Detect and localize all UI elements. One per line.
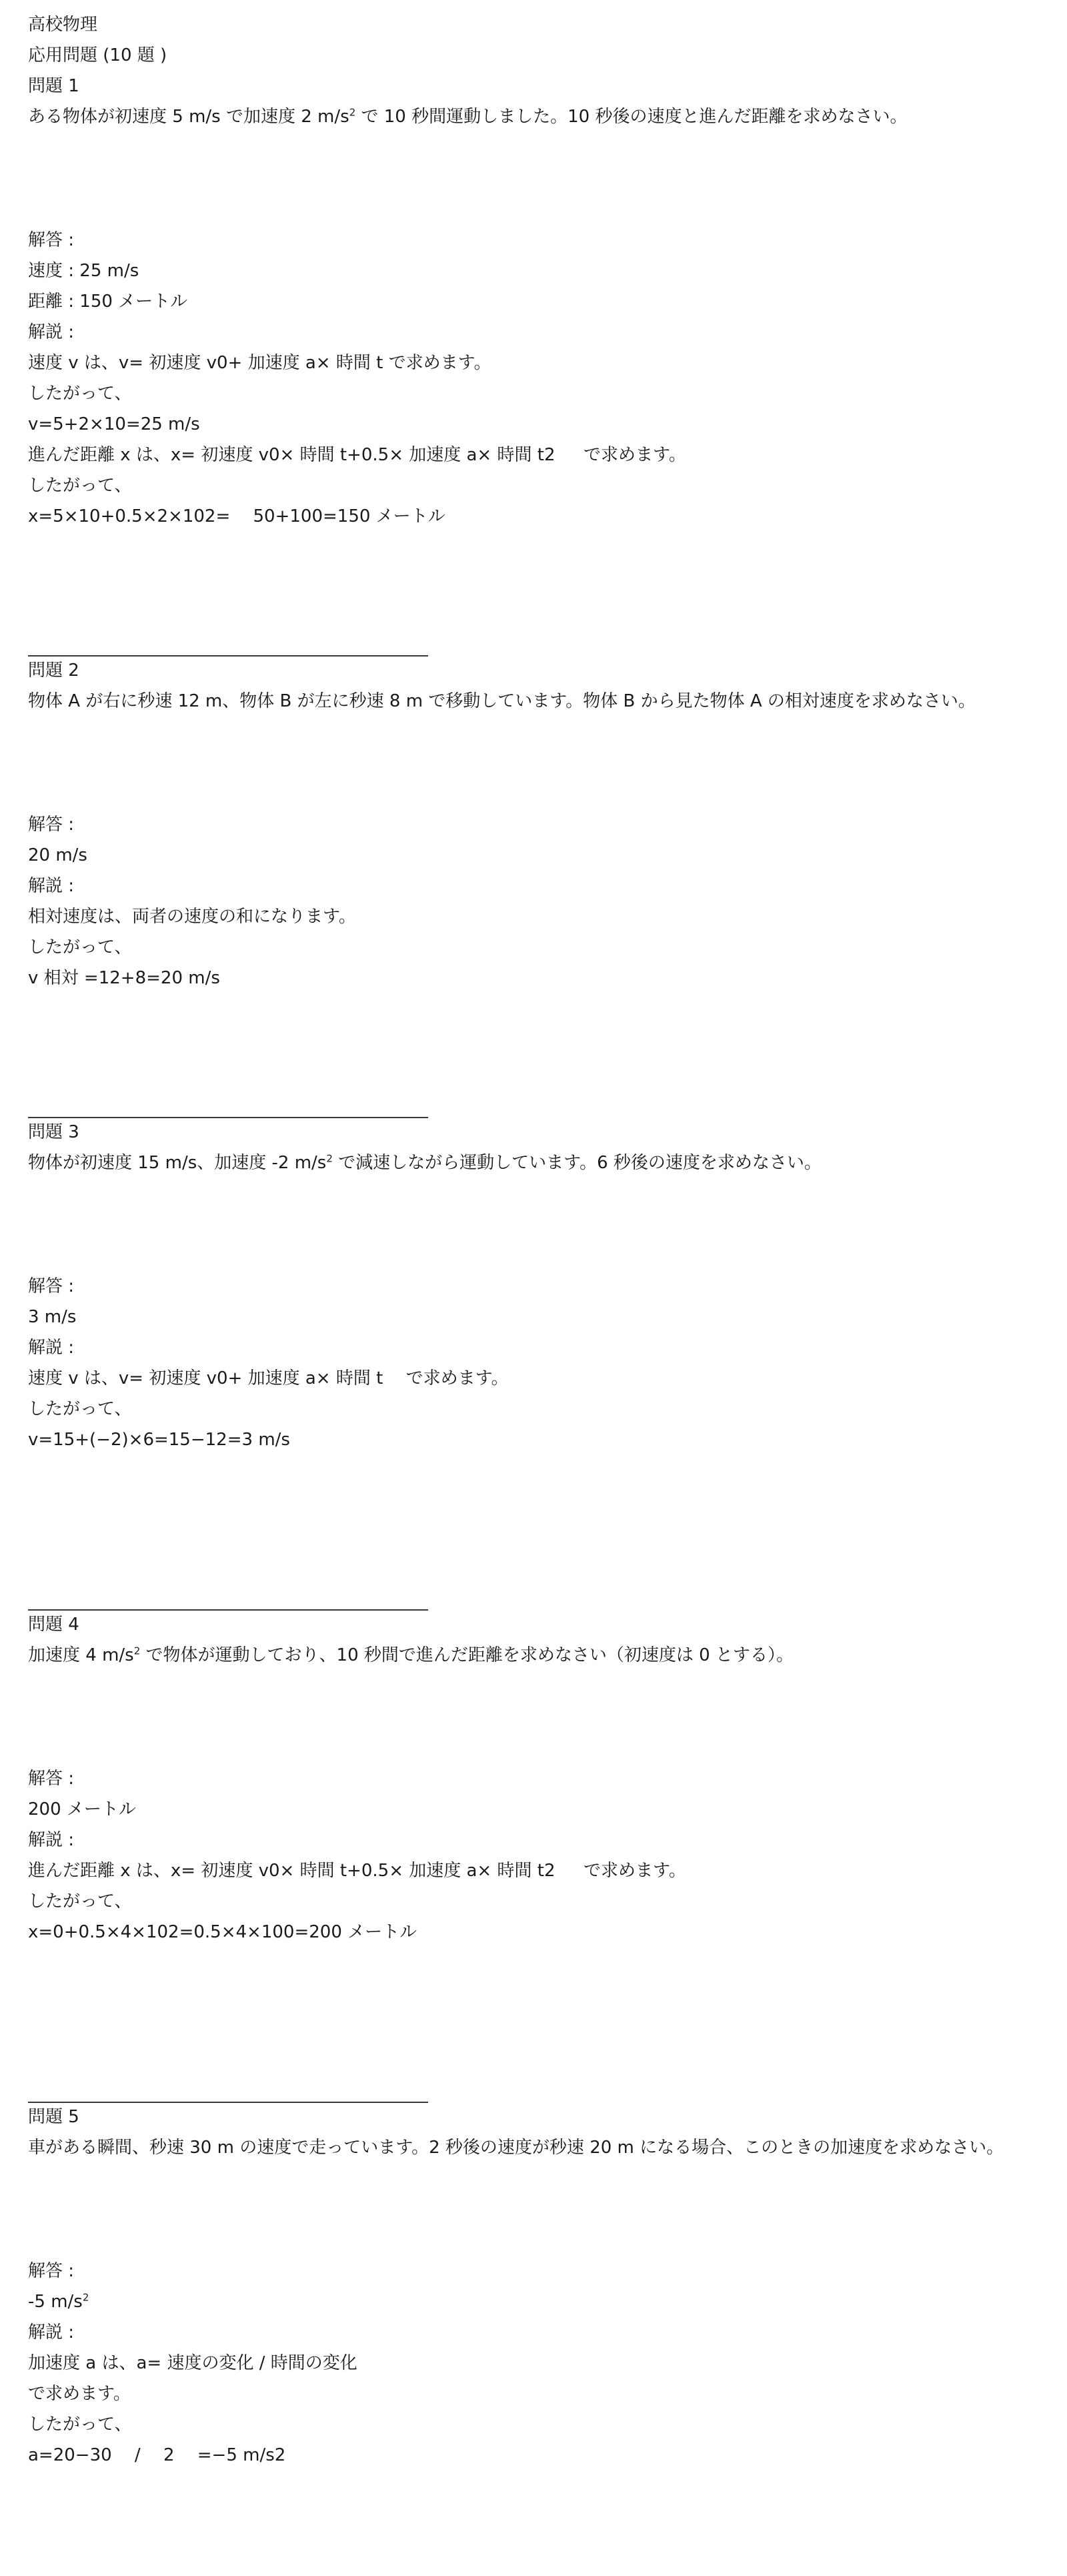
explanation-line: したがって、 (28, 1891, 132, 1911)
explanation-line: したがって、 (28, 1399, 132, 1419)
explanation-line: 進んだ距離 x は、x= 初速度 v0× 時間 t+0.5× 加速度 a× 時間 t2 で求めます。 (28, 445, 686, 465)
answer-label: 解答 : (28, 815, 75, 835)
explanation-line: 進んだ距離 x は、x= 初速度 v0× 時間 t+0.5× 加速度 a× 時間 t2 で求めます。 (28, 1861, 686, 1881)
problem-question: 物体 A が右に秒速 12 m、物体 B が左に秒速 8 m で移動しています。物体 B から見た物体 A の相対速度を求めなさい。 (28, 691, 976, 711)
problem-label: 問題 1 (28, 76, 79, 96)
section-divider (28, 655, 428, 657)
explanation-line: したがって、 (28, 476, 132, 496)
explanation-label: 解説 : (28, 2322, 75, 2342)
explanation-line: x=0+0.5×4×102=0.5×4×100=200 メートル (28, 1922, 417, 1942)
problem-label: 問題 3 (28, 1122, 79, 1142)
problem-1 (28, 71, 1042, 532)
section-divider (28, 2102, 428, 2103)
explanation-line: で求めます。 (28, 2384, 131, 2404)
page-title: 高校物理 (28, 15, 98, 35)
answer-label: 解答 : (28, 2261, 75, 2281)
answer-label: 解答 : (28, 230, 75, 250)
problem-question: ある物体が初速度 5 m/s で加速度 2 $m/s^2$ で 10 秒間運動しました。10 秒後の速度と進んだ距離を求めなさい。 (28, 106, 908, 127)
problem-label: 問題 2 (28, 661, 79, 681)
problem-question: 加速度 4 $m/s^2$ で物体が運動しており、10 秒間で進んだ距離を求めなさい（初速度は 0 とする）。 (28, 1645, 794, 1665)
explanation-line: したがって、 (28, 2415, 132, 2435)
answer-line: 距離 : 150 メートル (28, 292, 188, 312)
section-divider (28, 1117, 428, 1118)
document (28, 9, 1042, 2471)
explanation-line: v 相対 =12+8=20 m/s (28, 968, 220, 988)
answer-line: 速度 : 25 m/s (28, 261, 139, 281)
problem-question: 車がある瞬間、秒速 30 m の速度で走っています。2 秒後の速度が秒速 20 m になる場合、このときの加速度を求めなさい。 (28, 2138, 1004, 2158)
answer-line: 20 m/s (28, 845, 87, 865)
explanation-line: 速度 v は、v= 初速度 v0+ 加速度 a× 時間 t で求めます。 (28, 353, 491, 373)
problem-3 (28, 1117, 1042, 1455)
answer-label: 解答 : (28, 1769, 75, 1789)
explanation-line: v=15+(−2)×6=15−12=3 m/s (28, 1430, 290, 1450)
answer-label: 解答 : (28, 1276, 75, 1296)
explanation-line: したがって、 (28, 937, 132, 957)
problem-4 (28, 1609, 1042, 1948)
answer-line: 3 m/s (28, 1307, 77, 1327)
explanation-line: 相対速度は、両者の速度の和になります。 (28, 907, 356, 927)
explanation-label: 解説 : (28, 1830, 75, 1850)
explanation-line: a=20−30 / 2 =−5 m/s2 (28, 2445, 286, 2465)
problem-label: 問題 4 (28, 1615, 79, 1635)
explanation-label: 解説 : (28, 322, 75, 342)
explanation-line: x=5×10+0.5×2×102= 50+100=150 メートル (28, 506, 445, 526)
problem-5 (28, 2102, 1042, 2471)
explanation-line: したがって、 (28, 384, 132, 404)
explanation-label: 解説 : (28, 1338, 75, 1358)
answer-line: -5 $m/s^2$ (28, 2291, 89, 2312)
section-divider (28, 1609, 428, 1611)
problem-label: 問題 5 (28, 2107, 79, 2127)
problem-2 (28, 655, 1042, 993)
page-subtitle: 応用問題 (10 題 ) (28, 45, 167, 65)
problem-question: 物体が初速度 15 m/s、加速度 -2 $m/s^2$ で減速しながら運動しています。6 秒後の速度を求めなさい。 (28, 1152, 822, 1173)
explanation-label: 解説 : (28, 876, 75, 896)
explanation-line: 加速度 a は、a= 速度の変化 / 時間の変化 (28, 2353, 357, 2373)
explanation-line: v=5+2×10=25 m/s (28, 414, 200, 434)
explanation-line: 速度 v は、v= 初速度 v0+ 加速度 a× 時間 t で求めます。 (28, 1368, 509, 1388)
answer-line: 200 メートル (28, 1799, 136, 1819)
